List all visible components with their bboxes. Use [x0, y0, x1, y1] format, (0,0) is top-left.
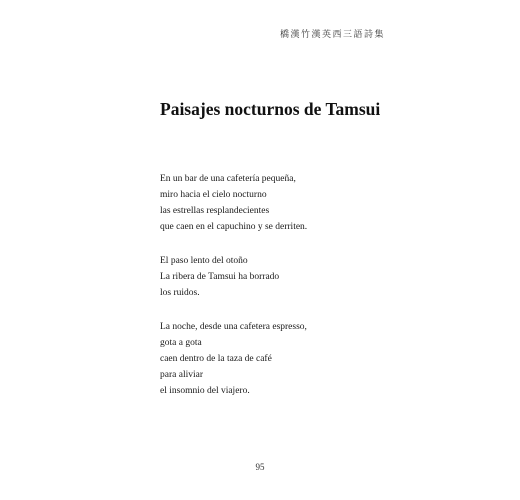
poem-line: los ruidos. — [160, 288, 200, 298]
poem-line: La noche, desde una cafetera espresso, — [160, 322, 307, 332]
stanza-3 — [160, 319, 420, 399]
poem-body — [160, 171, 420, 417]
poem-line: que caen en el capuchino y se derriten. — [160, 222, 308, 232]
poem-line: para aliviar — [160, 370, 203, 380]
poem-line: miro hacia el cielo nocturno — [160, 190, 267, 200]
stanza-2 — [160, 253, 420, 301]
poem-line: las estrellas resplandecientes — [160, 206, 270, 216]
stanza-1 — [160, 171, 420, 235]
running-header: 橋漢竹漢英西三語詩集 — [279, 30, 385, 40]
poem-line: caen dentro de la taza de café — [160, 354, 272, 364]
poem-line: En un bar de una cafetería pequeña, — [160, 174, 296, 184]
poem-line: La ribera de Tamsui ha borrado — [160, 272, 280, 282]
poem-title: Paisajes nocturnos de Tamsui — [160, 99, 381, 119]
poem-line: el insomnio del viajero. — [160, 386, 250, 396]
poem-line: El paso lento del otoño — [160, 256, 248, 266]
page-number: 95 — [255, 462, 265, 472]
poem-line: gota a gota — [160, 338, 202, 348]
